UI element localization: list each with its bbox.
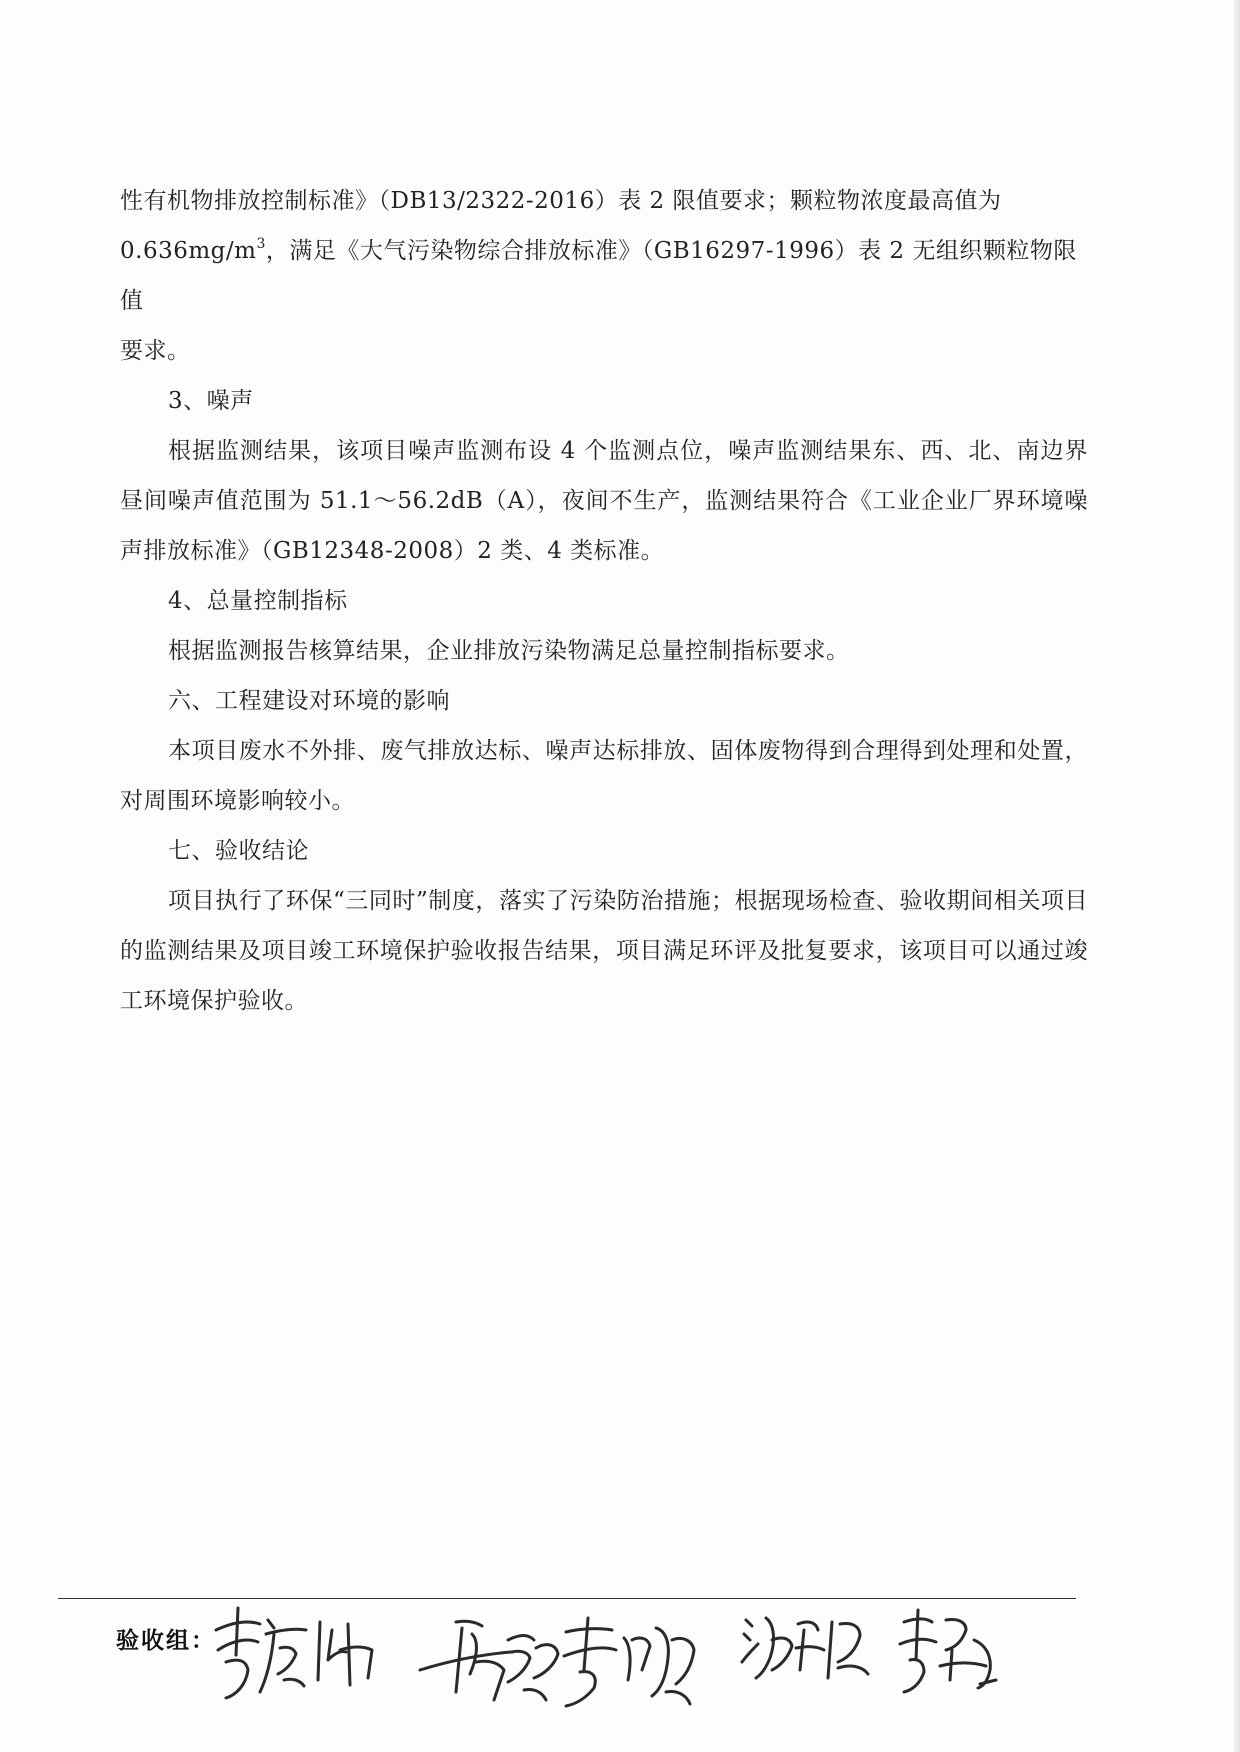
paragraph-line: 0.636mg/m [120, 238, 257, 264]
signature-rule [58, 1598, 1076, 1599]
paragraph-conclusion: 项目执行了环保“三同时”制度，落实了污染防治措施；根据现场检查、验收期间相关项目的监测结果及项目竣工环境保护验收报告结果，项目满足环评及批复要求，该项目可以通过竣工环境保护验收。 [120, 888, 1088, 1014]
page-edge-shadow [1234, 0, 1240, 1752]
paragraph-environmental-impact: 本项目废水不外排、废气排放达标、噪声达标排放、固体废物得到合理得到处理和处置，对周围环境影响较小。 [120, 738, 1088, 814]
paragraph-noise: 根据监测结果，该项目噪声监测布设 4 个监测点位，噪声监测结果东、西、北、南边界昼间噪声值范围为 51.1～56.2dB（A），夜间不生产，监测结果符合《工业企业厂界环境噪声排放标准》（GB12348-2008）2 类、4 类标准。 [120, 438, 1088, 564]
handwritten-signature-1 [208, 1600, 378, 1710]
signature-label: 验收组： [116, 1628, 216, 1654]
paragraph-air-standard [120, 176, 1088, 376]
handwritten-signature-4 [896, 1600, 1006, 1700]
superscript-unit: 3 [256, 236, 266, 252]
paragraph-total-control: 根据监测报告核算结果，企业排放污染物满足总量控制指标要求。 [168, 638, 850, 664]
heading-noise: 3、噪声 [168, 388, 254, 414]
handwritten-signature-3 [736, 1600, 876, 1700]
heading-conclusion: 七、验收结论 [168, 838, 309, 864]
paragraph-line: 要求。 [120, 338, 191, 364]
signature-block [116, 1600, 1116, 1720]
heading-total-control: 4、总量控制指标 [168, 588, 348, 614]
paragraph-line: 性有机物排放控制标准》（DB13/2322-2016）表 2 限值要求；颗粒物浓度最高值为 [120, 188, 1002, 214]
paragraph-line: ，满足《大气污染物综合排放标准》（GB16297-1996）表 2 无组织颗粒物限值 [120, 238, 1077, 314]
heading-environmental-impact: 六、工程建设对环境的影响 [168, 688, 450, 714]
handwritten-signature-2 [416, 1600, 706, 1720]
document-body [120, 176, 1088, 1026]
